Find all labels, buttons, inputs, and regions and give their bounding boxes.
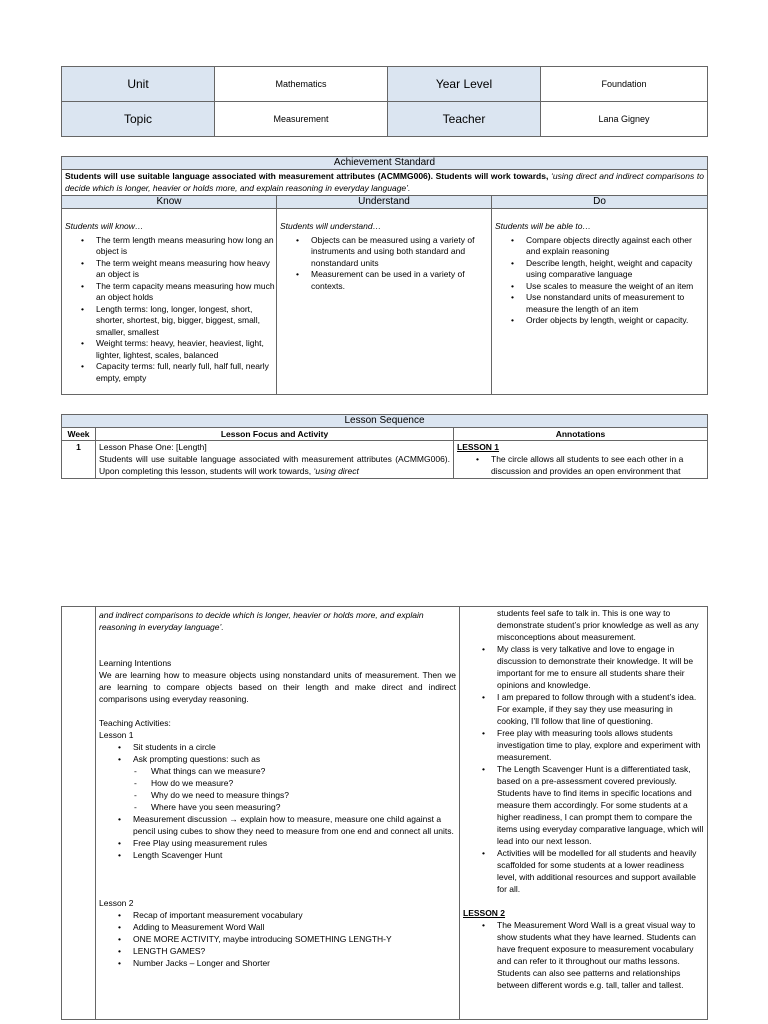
achievement-standard-table <box>61 156 708 395</box>
list-item: • Ask prompting questions: such as <box>133 753 456 765</box>
annotation-list-continued <box>463 643 704 895</box>
annotation-list <box>457 453 704 477</box>
list-item: • ONE MORE ACTIVITY, maybe introducing SOMETHING LENGTH-Y <box>133 933 456 945</box>
list-item: • Activities will be modelled for all students and heavily scaffolded for some students at a lower readiness level, with additional resources and support available for all. <box>497 847 704 895</box>
annotation-continued-text: students feel safe to talk in. This is one way to demonstrate student’s prior knowledge as well as any misconceptions about measurement. <box>497 608 699 642</box>
learning-intentions-heading: Learning Intentions <box>99 658 172 668</box>
know-heading: Know <box>62 196 277 209</box>
list-item: • I am prepared to follow through with a student’s idea. For example, if they say they use measuring in cooking, I’ll follow that line of questioning. <box>497 691 704 727</box>
list-item: • The circle allows all students to see each other in a discussion and provides an open environment that <box>491 453 704 477</box>
list-item: • Capacity terms: full, nearly full, half full, nearly empty, empty <box>96 361 276 384</box>
list-item: • Weight terms: heavy, heavier, heaviest, light, lighter, lightest, scales, balanced <box>96 338 276 361</box>
phase-title: Lesson Phase One: [Length] <box>99 442 207 452</box>
lesson-1-list-continued <box>99 813 456 861</box>
lesson-sequence-title: Lesson Sequence <box>62 415 708 428</box>
lesson-1-annotation-heading: LESSON 1 <box>457 442 500 452</box>
annotations-column-header: Annotations <box>454 428 708 441</box>
phase-text: Students will use suitable language associated with measurement attributes (ACMMG006). Upon completing this lesson, students will work towards, <box>99 454 450 476</box>
know-intro: Students will know… <box>65 221 144 231</box>
list-item: • My class is very talkative and love to engage in discussion to demonstrate their knowledge. It will be important for me to ensure all students share their opinions and knowledge. <box>497 643 704 691</box>
list-item: • Describe length, height, weight and capacity using comparative language <box>526 258 707 281</box>
know-column <box>62 209 277 395</box>
year-level-label: Year Level <box>388 67 541 102</box>
understand-heading: Understand <box>277 196 492 209</box>
list-item: - What things can we measure? <box>151 765 456 777</box>
lesson-sequence-continued-table <box>61 606 708 1020</box>
phase-text-italic: ‘using direct <box>313 466 359 476</box>
do-column <box>492 209 708 395</box>
achievement-text-italic: ‘using direct and indirect comparisons to decide which is longer, heavier or holds more, and explain reasoning in everyday language’. <box>65 171 704 193</box>
achievement-text-bold: Students will use suitable language associated with measurement attributes (ACMMG006). Students will work towards, <box>65 171 549 181</box>
lesson-1-label: Lesson 1 <box>99 730 134 740</box>
understand-intro: Students will understand… <box>280 221 382 231</box>
list-item: • The term weight means measuring how heavy an object is <box>96 258 276 281</box>
list-item: • Adding to Measurement Word Wall <box>133 921 456 933</box>
understand-list <box>277 235 491 293</box>
list-item: • LENGTH GAMES? <box>133 945 456 957</box>
lesson-2-annotation-list <box>463 919 704 991</box>
list-item: • Free play with measuring tools allows students investigation time to play, explore and experiment with measurement. <box>497 727 704 763</box>
list-item: • Compare objects directly against each other and explain reasoning <box>526 235 707 258</box>
lesson-1-list <box>99 741 456 765</box>
achievement-title: Achievement Standard <box>62 157 708 170</box>
know-list <box>62 235 276 385</box>
unit-value: Mathematics <box>215 67 388 102</box>
learning-intentions-text: We are learning how to measure objects using nonstandard units of measurement. Then we are learning to compare objects based on their length and make direct and indirect comparisons using everyday reasoning. <box>99 670 456 704</box>
lesson-focus-cell <box>96 441 454 479</box>
week-number: 1 <box>62 441 96 479</box>
lesson-2-label: Lesson 2 <box>99 898 134 908</box>
lesson-focus-cell-continued <box>96 607 460 1020</box>
year-level-value: Foundation <box>541 67 708 102</box>
unit-header-table <box>61 66 708 137</box>
annotations-cell-continued <box>460 607 708 1020</box>
week-column-header: Week <box>62 428 96 441</box>
achievement-text <box>62 170 708 196</box>
list-item: • Use scales to measure the weight of an item <box>526 281 707 293</box>
list-item: • The Length Scavenger Hunt is a differentiated task, based on a pre-assessment covered previously. Students have to find items in specific locations and measure them accordingly. For some students at a higher readiness, I can prompt them to compare the items using everyday comparative language, which will lead into our next lesson. <box>497 763 704 847</box>
list-item: • The Measurement Word Wall is a great visual way to show students what they have learned. Students can have frequent exposure to measurement vocabulary and can refer to it throughout our maths lessons. Students can also see patterns and relationships between different words e.g. tall, taller and tallest. <box>497 919 704 991</box>
annotations-cell <box>454 441 708 479</box>
teaching-activities-heading: Teaching Activities: <box>99 718 171 728</box>
lesson-sequence-table <box>61 414 708 479</box>
teacher-value: Lana Gigney <box>541 102 708 137</box>
list-item: • Measurement discussion → explain how to measure, measure one child against a pencil using cubes to show they need to measure from one end and connect all units. <box>133 813 456 837</box>
list-item: • Number Jacks – Longer and Shorter <box>133 957 456 969</box>
list-item: • The term capacity means measuring how much an object holds <box>96 281 276 304</box>
list-item: • Sit students in a circle <box>133 741 456 753</box>
focus-column-header: Lesson Focus and Activity <box>96 428 454 441</box>
list-item: • Use nonstandard units of measurement to measure the length of an item <box>526 292 707 315</box>
list-item: • Measurement can be used in a variety of contexts. <box>311 269 491 292</box>
list-item: • Objects can be measured using a variety of instruments and using both standard and nonstandard units <box>311 235 491 270</box>
list-item: • Length terms: long, longer, longest, short, shorter, shortest, big, bigger, biggest, small, smaller, smallest <box>96 304 276 339</box>
unit-label: Unit <box>62 67 215 102</box>
list-item: • Free Play using measurement rules <box>133 837 456 849</box>
list-item: • Length Scavenger Hunt <box>133 849 456 861</box>
do-heading: Do <box>492 196 708 209</box>
list-item: - Where have you seen measuring? <box>151 801 456 813</box>
do-intro: Students will be able to… <box>495 221 591 231</box>
topic-value: Measurement <box>215 102 388 137</box>
do-list <box>492 235 707 327</box>
week-cell-continued <box>62 607 96 1020</box>
list-item: - Why do we need to measure things? <box>151 789 456 801</box>
lesson-2-annotation-heading: LESSON 2 <box>463 908 506 918</box>
understand-column <box>277 209 492 395</box>
phase-text-italic-continued: and indirect comparisons to decide which is longer, heavier or holds more, and explain reasoning in everyday language’. <box>99 610 424 632</box>
list-item: • Recap of important measurement vocabulary <box>133 909 456 921</box>
topic-label: Topic <box>62 102 215 137</box>
lesson-2-list <box>99 909 456 969</box>
prompting-questions-list <box>99 765 456 813</box>
list-item: • The term length means measuring how long an object is <box>96 235 276 258</box>
teacher-label: Teacher <box>388 102 541 137</box>
list-item: • Order objects by length, weight or capacity. <box>526 315 707 327</box>
list-item: - How do we measure? <box>151 777 456 789</box>
